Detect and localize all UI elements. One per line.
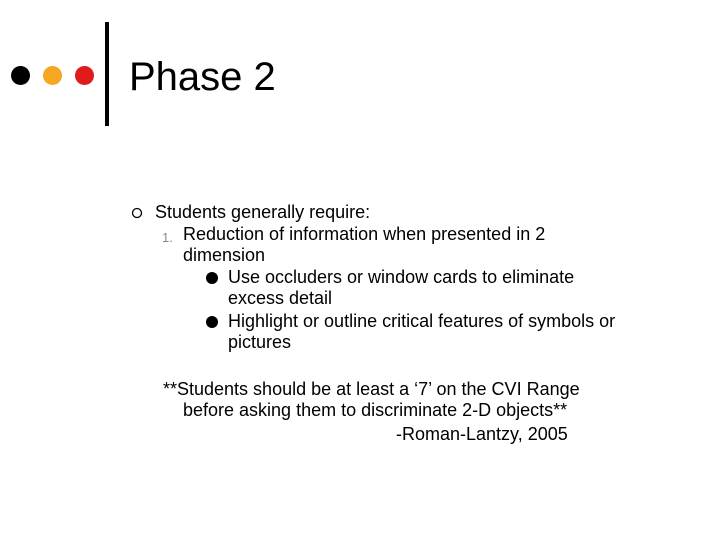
list-item-1 bbox=[183, 224, 623, 266]
filled-bullet-icon bbox=[206, 316, 218, 328]
sub-bullet-2-line2: pictures bbox=[228, 332, 292, 352]
title-divider-line bbox=[105, 22, 109, 126]
list-item-1-line2: dimension bbox=[183, 245, 266, 265]
sub-bullet-1 bbox=[228, 267, 668, 309]
decor-dot-black bbox=[11, 66, 30, 85]
note-attribution: -Roman-Lantzy, 2005 bbox=[396, 424, 568, 444]
note-line-1: **Students should be at least a ‘7’ on the CVI Range bbox=[163, 379, 580, 399]
decor-dot-orange bbox=[43, 66, 62, 85]
list-item-1-line1: Reduction of information when presented in 2 bbox=[183, 224, 546, 244]
hollow-bullet-icon bbox=[131, 202, 145, 223]
filled-bullet-icon bbox=[206, 272, 218, 284]
note-line-2: before asking them to discriminate 2-D objects** bbox=[183, 400, 568, 420]
slide-title: Phase 2 bbox=[129, 55, 276, 99]
sub-bullet-2 bbox=[228, 311, 668, 353]
list-number: 1. bbox=[162, 230, 173, 245]
bullet-text-level1: Students generally require: bbox=[155, 202, 371, 222]
decor-dot-red bbox=[75, 66, 94, 85]
sub-bullet-1-line2: excess detail bbox=[228, 288, 333, 308]
sub-bullet-2-line1: Highlight or outline critical features of symbols or bbox=[228, 311, 616, 331]
sub-bullet-1-line1: Use occluders or window cards to eliminate bbox=[228, 267, 575, 287]
